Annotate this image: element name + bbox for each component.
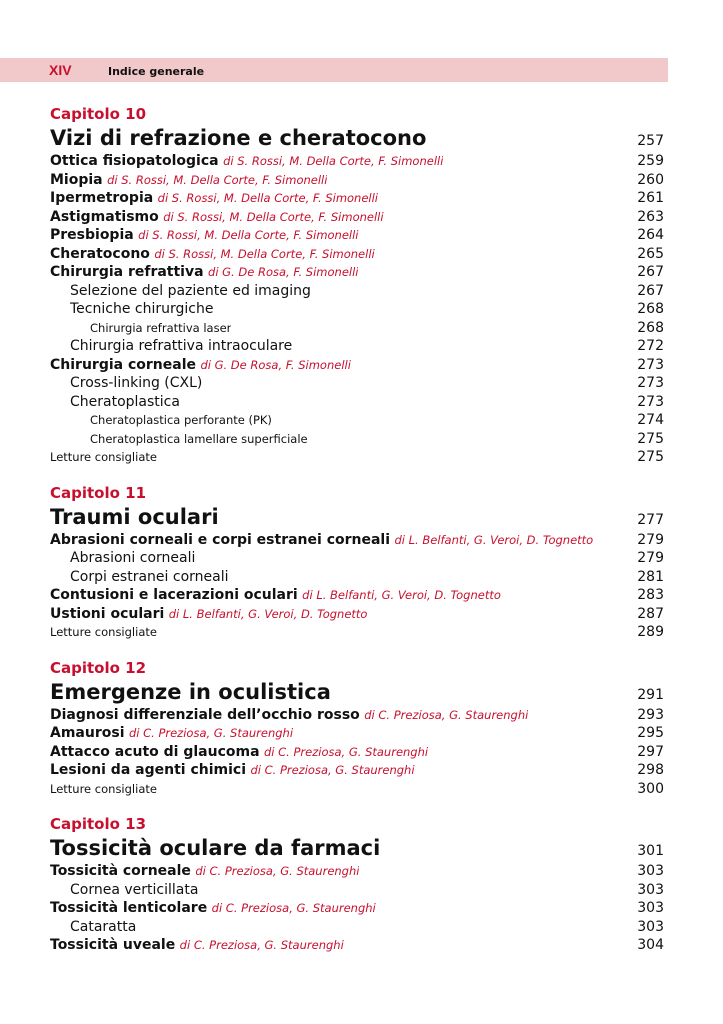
page-number: 267 (637, 264, 664, 280)
toc-subsection-entry[interactable] (50, 300, 664, 319)
toc-subsection-entry[interactable] (50, 337, 664, 356)
page-number: 263 (637, 208, 664, 225)
entry-title: Lesioni da agenti chimici (50, 762, 246, 778)
entry-title: Chirurgia corneale (50, 356, 196, 373)
page-number: 293 (637, 706, 664, 723)
toc-subsection-entry[interactable] (50, 568, 664, 587)
entry-text-wrapper (50, 189, 378, 208)
entry-text-wrapper (50, 899, 376, 918)
page-number: 264 (637, 227, 664, 243)
entry-text-wrapper (50, 393, 180, 412)
entry-author: di C. Preziosa, G. Staurenghi (264, 744, 429, 759)
entry-text-wrapper (50, 374, 202, 393)
header-band (0, 58, 668, 82)
entry-title: Corpi estranei corneali (70, 568, 229, 585)
entry-text-wrapper (50, 430, 308, 449)
toc-readings-entry[interactable] (50, 448, 664, 467)
entry-title: Diagnosi differenziale dell’occhio rosso (50, 706, 360, 723)
page-number: 303 (637, 881, 664, 898)
toc-subsection-entry[interactable] (50, 374, 664, 393)
entry-title: Cheratocono (50, 245, 150, 262)
entry-text-wrapper (50, 862, 359, 881)
entry-text-wrapper (50, 743, 428, 762)
page-number: 283 (637, 587, 664, 603)
toc-section-entry[interactable] (50, 531, 664, 550)
chapter-label: Capitolo 10 (50, 105, 147, 123)
toc-section-entry[interactable] (50, 706, 664, 725)
entry-title: Presbiopia (50, 227, 134, 243)
page-number-roman: XIV (49, 62, 72, 78)
entry-title: Attacco acuto di glaucoma (50, 743, 260, 760)
chapter-section (50, 658, 664, 799)
entry-text-wrapper (50, 780, 157, 799)
entry-text-wrapper (50, 245, 375, 264)
entry-title: Chirurgia refrattiva laser (90, 320, 232, 335)
page-number: 261 (637, 190, 664, 206)
page-number: 267 (637, 282, 664, 299)
entry-title: Cataratta (70, 918, 137, 935)
toc-subsection-entry[interactable] (50, 549, 664, 568)
entry-title: Miopia (50, 171, 103, 188)
entry-text-wrapper (50, 171, 327, 190)
entry-text-wrapper (50, 263, 358, 282)
toc-subsection-entry[interactable] (50, 918, 664, 937)
page-number: 297 (637, 743, 664, 760)
toc-section-entry[interactable] (50, 208, 664, 227)
entry-text-wrapper (50, 337, 292, 356)
chapter-title: Tossicità oculare da farmaci (50, 836, 381, 860)
entry-text-wrapper (50, 300, 213, 319)
page-number: 279 (637, 531, 664, 548)
page-number: 287 (637, 605, 664, 622)
chapter-title-row[interactable] (50, 678, 664, 706)
chapter-label: Capitolo 11 (50, 483, 147, 502)
entry-title: Contusioni e lacerazioni oculari (50, 587, 298, 603)
toc-section-entry[interactable] (50, 171, 664, 190)
page-number: 291 (637, 686, 664, 703)
page-number: 279 (637, 550, 664, 566)
toc-section-entry[interactable] (50, 356, 664, 375)
entry-title: Astigmatismo (50, 208, 159, 225)
entry-title: Amaurosi (50, 725, 125, 741)
entry-text-wrapper (50, 605, 367, 624)
entry-author: di G. De Rosa, F. Simonelli (200, 357, 351, 372)
toc-subsection-entry[interactable] (50, 282, 664, 301)
page-number: 265 (637, 245, 664, 262)
entry-title: Abrasioni corneali (70, 550, 196, 566)
page-number: 301 (637, 843, 664, 859)
page-number: 281 (637, 568, 664, 585)
toc-section-entry[interactable] (50, 899, 664, 918)
toc-readings-entry[interactable] (50, 623, 664, 642)
entry-title: Cross-linking (CXL) (70, 375, 203, 391)
entry-text-wrapper (50, 152, 443, 171)
entry-text-wrapper (50, 623, 157, 642)
running-header-title: Indice generale (108, 65, 205, 78)
entry-author: di C. Preziosa, G. Staurenghi (211, 901, 376, 915)
page-number: 273 (637, 393, 664, 410)
entry-text-wrapper (50, 282, 311, 301)
page-number: 273 (637, 375, 664, 391)
chapter-label: Capitolo 13 (50, 815, 147, 833)
entry-text-wrapper (50, 724, 293, 743)
page-number: 303 (637, 863, 664, 879)
entry-title: Ustioni oculari (50, 605, 165, 622)
page-number: 295 (637, 725, 664, 741)
entry-author: di C. Preziosa, G. Staurenghi (128, 726, 294, 740)
toc-section-entry[interactable] (50, 605, 664, 624)
entry-author: di S. Rossi, M. Della Corte, F. Simonelli (138, 228, 359, 242)
chapter-section (50, 814, 664, 955)
entry-text-wrapper (50, 586, 501, 605)
entry-author: di S. Rossi, M. Della Corte, F. Simonelli (154, 246, 375, 261)
entry-title: Letture consigliate (50, 625, 157, 639)
toc-subsection-entry[interactable] (50, 393, 664, 412)
toc-section-entry[interactable] (50, 724, 664, 743)
page-number: 273 (637, 356, 664, 373)
toc-section-entry[interactable] (50, 586, 664, 605)
entry-author: di S. Rossi, M. Della Corte, F. Simonelli (163, 209, 384, 224)
chapter-title-row[interactable] (50, 503, 664, 531)
entry-author: di S. Rossi, M. Della Corte, F. Simonelli (107, 172, 328, 187)
toc-section-entry[interactable] (50, 226, 664, 245)
entry-title: Chirurgia refrattiva intraoculare (70, 338, 293, 354)
toc-section-entry[interactable] (50, 743, 664, 762)
entry-author: di L. Belfanti, G. Veroi, D. Tognetto (168, 606, 368, 621)
toc-subsection-entry[interactable] (50, 430, 664, 449)
toc-section-entry[interactable] (50, 245, 664, 264)
entry-text-wrapper (50, 549, 195, 568)
chapter-section (50, 483, 664, 642)
entry-title: Cheratoplastica perforante (PK) (90, 413, 272, 427)
entry-author: di C. Preziosa, G. Staurenghi (179, 938, 344, 952)
entry-text-wrapper (50, 411, 272, 430)
table-of-contents (50, 104, 664, 971)
entry-title: Tecniche chirurgiche (70, 301, 214, 317)
page-number: 274 (637, 412, 664, 428)
toc-subsection-entry[interactable] (50, 881, 664, 900)
toc-section-entry[interactable] (50, 761, 664, 780)
page-number: 277 (637, 511, 664, 528)
entry-title: Ipermetropia (50, 190, 154, 206)
entry-text-wrapper (50, 448, 157, 467)
entry-author: di C. Preziosa, G. Staurenghi (364, 707, 529, 722)
entry-text-wrapper (50, 568, 229, 587)
entry-title: Tossicità corneale (50, 863, 191, 879)
chapter-section (50, 104, 664, 467)
entry-text-wrapper (50, 706, 528, 725)
entry-title: Letture consigliate (50, 781, 157, 796)
entry-text-wrapper (50, 918, 136, 937)
page-number: 289 (637, 624, 664, 640)
chapter-title-row[interactable] (50, 834, 664, 862)
entry-author: di G. De Rosa, F. Simonelli (208, 265, 359, 279)
entry-text-wrapper (50, 531, 593, 550)
page-number: 275 (637, 430, 664, 447)
entry-title: Tossicità uveale (50, 937, 176, 953)
page-number: 259 (637, 153, 664, 169)
page-number: 268 (637, 319, 664, 336)
toc-section-entry[interactable] (50, 936, 664, 955)
entry-title: Cheratoplastica lamellare superficiale (90, 431, 308, 446)
page-number: 260 (637, 171, 664, 188)
entry-title: Abrasioni corneali e corpi estranei corneali (50, 531, 391, 548)
entry-title: Chirurgia refrattiva (50, 264, 204, 280)
entry-author: di C. Preziosa, G. Staurenghi (250, 763, 415, 777)
chapter-title: Vizi di refrazione e cheratocono (50, 126, 427, 150)
entry-author: di L. Belfanti, G. Veroi, D. Tognetto (394, 532, 594, 547)
entry-author: di S. Rossi, M. Della Corte, F. Simonelli (223, 154, 444, 168)
page-number: 303 (637, 918, 664, 935)
entry-title: Ottica fisiopatologica (50, 153, 219, 169)
page-number: 268 (637, 301, 664, 317)
entry-author: di L. Belfanti, G. Veroi, D. Tognetto (302, 588, 501, 602)
entry-text-wrapper (50, 226, 359, 245)
page-number: 275 (637, 449, 664, 465)
toc-subsection-entry[interactable] (50, 319, 664, 338)
chapter-title: Emergenze in oculistica (50, 679, 331, 704)
toc-section-entry[interactable] (50, 189, 664, 208)
chapter-label: Capitolo 12 (50, 658, 147, 677)
toc-section-entry[interactable] (50, 263, 664, 282)
page-number: 304 (637, 937, 664, 953)
entry-text-wrapper (50, 356, 351, 375)
page-number: 303 (637, 900, 664, 916)
toc-section-entry[interactable] (50, 152, 664, 171)
entry-author: di C. Preziosa, G. Staurenghi (195, 864, 360, 878)
toc-subsection-entry[interactable] (50, 411, 664, 430)
toc-readings-entry[interactable] (50, 780, 664, 799)
entry-title: Tossicità lenticolare (50, 900, 208, 916)
page-number: 298 (637, 762, 664, 778)
page-number: 300 (637, 780, 664, 797)
chapter-title: Traumi oculari (50, 504, 219, 529)
entry-text-wrapper (50, 881, 198, 900)
page-number: 257 (637, 133, 664, 149)
entry-title: Cheratoplastica (70, 393, 180, 410)
entry-title: Selezione del paziente ed imaging (70, 282, 311, 299)
entry-text-wrapper (50, 936, 344, 955)
entry-title: Cornea verticillata (70, 881, 199, 898)
toc-section-entry[interactable] (50, 862, 664, 881)
chapter-title-row[interactable] (50, 124, 664, 152)
entry-author: di S. Rossi, M. Della Corte, F. Simonelli (157, 191, 379, 205)
page-number: 272 (637, 338, 664, 354)
entry-title: Letture consigliate (50, 450, 157, 464)
entry-text-wrapper (50, 319, 231, 338)
entry-text-wrapper (50, 761, 415, 780)
entry-text-wrapper (50, 208, 384, 227)
